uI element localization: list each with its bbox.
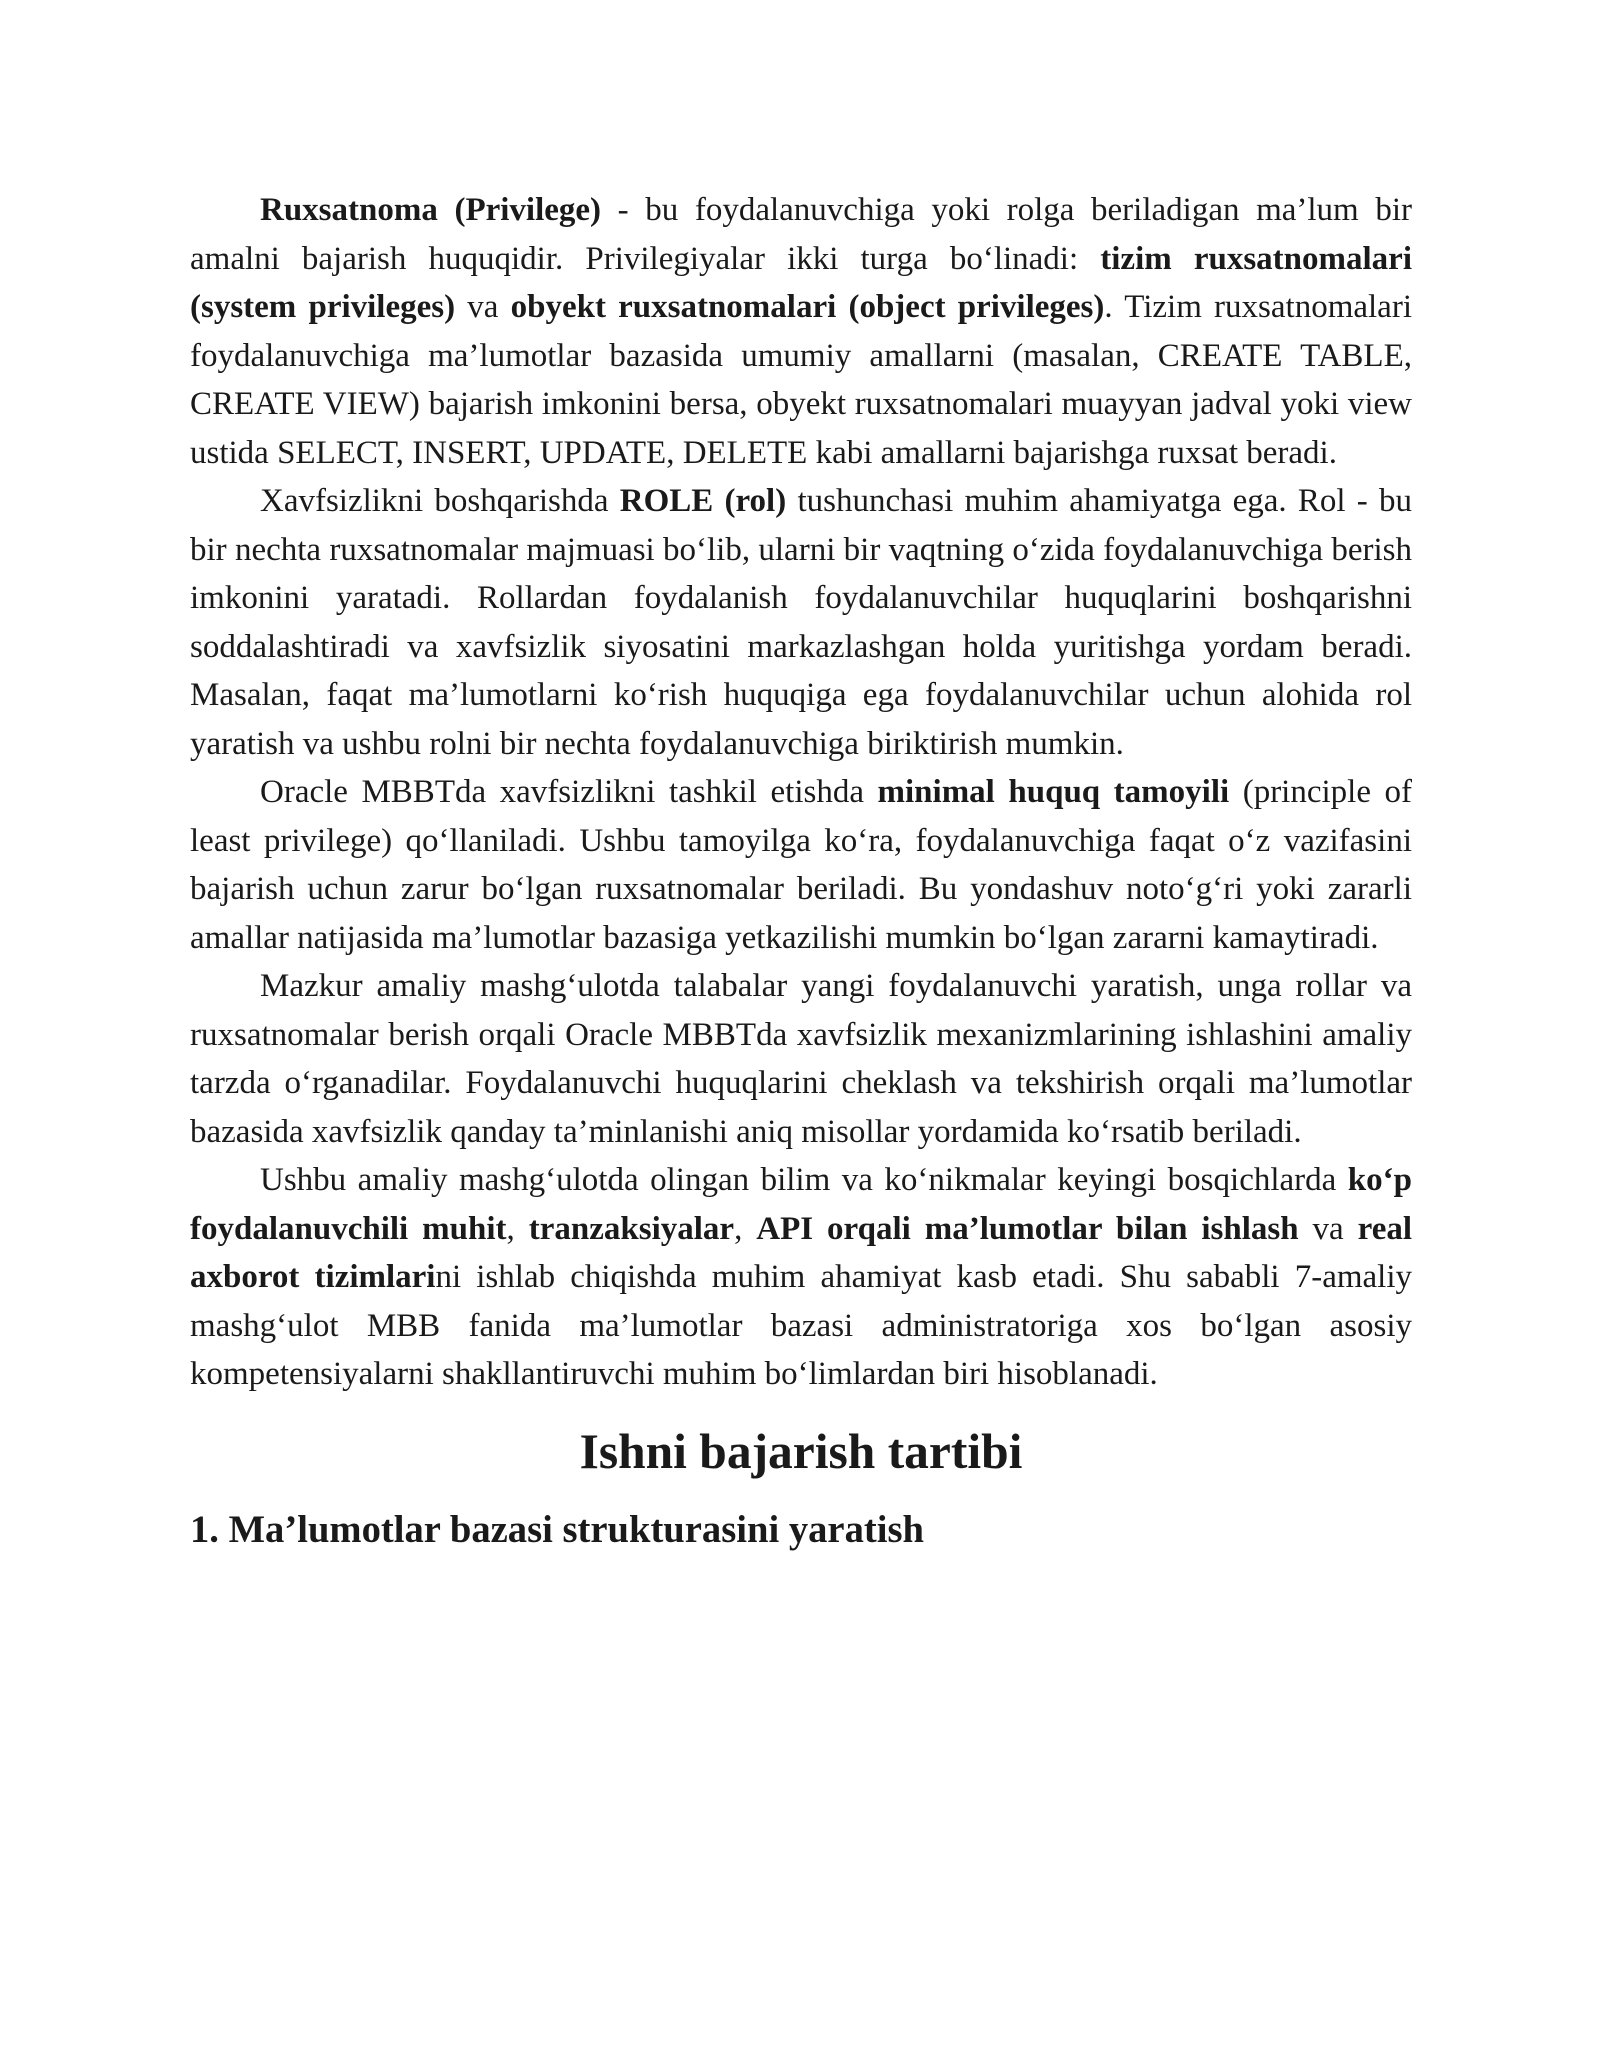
paragraph-privilege bbox=[190, 186, 1412, 477]
text-run: Ushbu amaliy mashg‘ulotda olingan bilim va ko‘nikmalar keyingi bosqichlarda bbox=[260, 1162, 1348, 1198]
term-transactions: tranzaksiyalar bbox=[528, 1210, 735, 1247]
text-run: , bbox=[506, 1210, 529, 1247]
paragraph-practice bbox=[190, 962, 1412, 1156]
text-run: - bu foydalanuvchiga yoki rolga beriladigan ma’lum bir amalni bajarish huquqidir. Privilegiyalar ikki turga bo‘linadi: bbox=[190, 192, 1412, 277]
section-title: Ishni bajarish tartibi bbox=[579, 1423, 1023, 1479]
text-run: ni ishlab chiqishda muhim ahamiyat kasb etadi. Shu sababli 7-amaliy mashg‘ulot MBB fanida ma’lumotlar bazasi administratoriga xos bo‘lgan asosiy kompetensiyalarni shakllantiruvchi muhim bo‘limlardan biri hisoblanadi. bbox=[190, 1259, 1412, 1392]
paragraph-outcomes bbox=[190, 1156, 1412, 1399]
subsection-title: 1. Ma’lumotlar bazasi strukturasini yaratish bbox=[190, 1509, 924, 1551]
term-system-privileges: tizim ruxsatnomalari (system privileges) bbox=[190, 240, 1412, 325]
text-run: Mazkur amaliy mashg‘ulotda talabalar yangi foydalanuvchi yaratish, unga rollar va ruxsatnomalar berish orqali Oracle MBBTda xavfsizlik mexanizmlarining ishlashini amaliy tarzda o‘rganadilar. Foydalanuvchi huquqlarini cheklash va tekshirish orqali ma’lumotlar bazasida xavfsizlik qanday ta’minlanishi aniq misollar yordamida ko‘rsatib beriladi. bbox=[190, 968, 1412, 1150]
text-run: , bbox=[734, 1210, 757, 1247]
document-page bbox=[190, 186, 1412, 1555]
text-run: va bbox=[455, 289, 511, 325]
paragraph-least-privilege bbox=[190, 768, 1412, 962]
term-minimal-privilege: minimal huquq tamoyili bbox=[877, 774, 1230, 810]
text-run: (principle of least privilege) qo‘llaniladi. Ushbu tamoyilga ko‘ra, foydalanuvchiga faqat o‘z vazifasini bajarish uchun zarur bo‘lgan ruxsatnomalar beriladi. Bu yondashuv noto‘g‘ri yoki zararli amallar natijasida ma’lumotlar bazasiga yetkazilishi mumkin bo‘lgan zararni kamaytiradi. bbox=[190, 774, 1412, 956]
term-role: ROLE (rol) bbox=[619, 483, 787, 519]
text-run: Xavfsizlikni boshqarishda bbox=[260, 483, 620, 519]
term-api: API orqali ma’lumotlar bilan ishlash bbox=[756, 1210, 1299, 1247]
term-multi-user: ko‘p foydalanuvchili muhit bbox=[190, 1162, 1412, 1247]
term-object-privileges: obyekt ruxsatnomalari (object privileges) bbox=[510, 289, 1105, 325]
term-privilege: Ruxsatnoma (Privilege) bbox=[260, 192, 602, 228]
text-run: . Tizim ruxsatnomalari foydalanuvchiga ma’lumotlar bazasida umumiy amallarni (masalan, CREATE TABLE, CREATE VIEW) bajarish imkonini bersa, obyekt ruxsatnomalari muayyan jadval yoki view ustida SELECT, INSERT, UPDATE, DELETE kabi amallarni bajarishga ruxsat beradi. bbox=[190, 289, 1412, 471]
paragraph-role bbox=[190, 477, 1412, 768]
text-run: Oracle MBBTda xavfsizlikni tashkil etishda bbox=[260, 774, 878, 810]
text-run: va bbox=[1298, 1210, 1358, 1247]
term-real-systems: real axborot tizimlari bbox=[190, 1210, 1413, 1295]
text-run: tushunchasi muhim ahamiyatga ega. Rol - bu bir nechta ruxsatnomalar majmuasi bo‘lib, ularni bir vaqtning o‘zida foydalanuvchiga berish imkonini yaratadi. Rollardan foydalanish foydalanuvchilar huquqlarini boshqarishni soddalashtiradi va xavfsizlik siyosatini markazlashgan holda yuritishga yordam beradi. Masalan, faqat ma’lumotlarni ko‘rish huquqiga ega foydalanuvchilar uchun alohida rol yaratish va ushbu rolni bir nechta foydalanuvchiga biriktirish mumkin. bbox=[190, 483, 1412, 762]
